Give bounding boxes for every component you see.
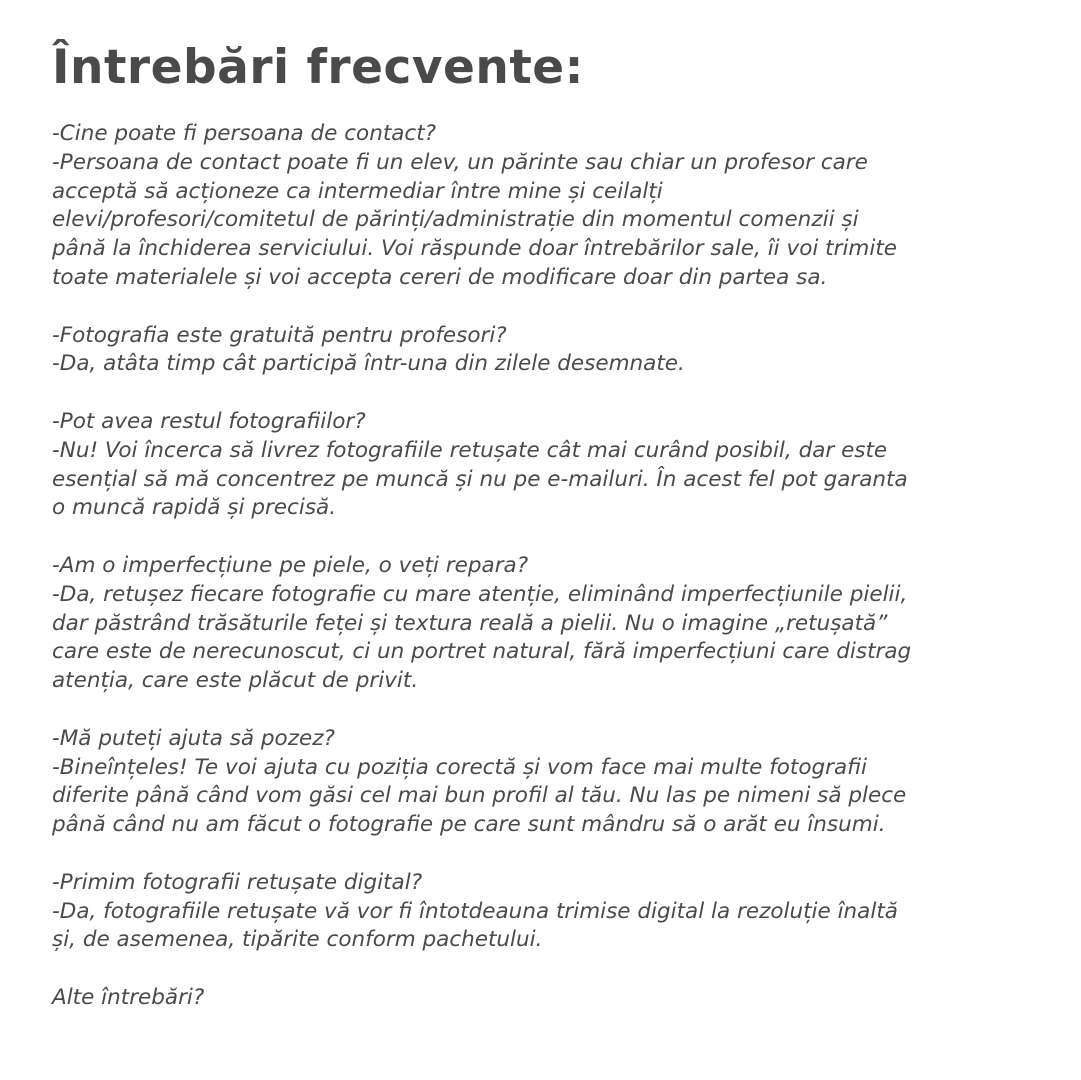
faq-answer-line: toate materialele și voi accepta cereri de modificare doar din partea sa. [52, 264, 828, 290]
faq-item-remaining-photos [52, 408, 1032, 523]
faq-answer-line: acceptă să acționeze ca intermediar între mine și ceilalți [52, 178, 663, 204]
faq-item-posing-help [52, 725, 1032, 840]
page-title: Întrebări frecvente: [52, 40, 584, 95]
faq-answer-line: diferite până când vom găsi cel mai bun profil al tău. Nu las pe nimeni să plece [52, 783, 907, 809]
faq-question: -Fotografia este gratuită pentru profesori? [52, 322, 507, 348]
faq-item-contact-person [52, 120, 1032, 293]
faq-answer-line: care este de nerecunoscut, ci un portret natural, fără imperfecțiuni care distrag [52, 639, 912, 665]
faq-question: -Mă puteți ajuta să pozez? [52, 725, 335, 751]
faq-answer-line: atenția, care este plăcut de privit. [52, 668, 419, 694]
faq-item-teacher-photo [52, 322, 1032, 380]
faq-answer-line: până la închiderea serviciului. Voi răspunde doar întrebărilor sale, îi voi trimite [52, 236, 897, 262]
faq-answer-line: elevi/profesori/comitetul de părinți/administrație din momentul comenzii și [52, 207, 859, 233]
faq-answer-line: esențial să mă concentrez pe muncă și nu pe e-mailuri. În acest fel pot garanta [52, 466, 908, 492]
faq-answer-line: -Bineînțeles! Te voi ajuta cu poziția corectă și vom face mai multe fotografii [52, 754, 868, 780]
faq-question: -Primim fotografii retușate digital? [52, 869, 423, 895]
faq-question: -Am o imperfecțiune pe piele, o veți repara? [52, 552, 529, 578]
closing-line: Alte întrebări? [52, 984, 205, 1010]
faq-answer-line: dar păstrând trăsăturile feței și textura reală a pielii. Nu o imagine „retușată” [52, 610, 888, 636]
faq-answer-line: -Nu! Voi încerca să livrez fotografiile retușate cât mai curând posibil, dar este [52, 437, 888, 463]
faq-answer-line: o muncă rapidă și precisă. [52, 495, 337, 521]
faq-answer-line: -Da, atâta timp cât participă într-una din zilele desemnate. [52, 351, 685, 377]
faq-answer-line: -Da, retușez fiecare fotografie cu mare atenție, eliminând imperfecțiunile pielii, [52, 581, 908, 607]
faq-item-digital-photos [52, 869, 1032, 955]
faq-answer-line: și, de asemenea, tipărite conform pachetului. [52, 927, 543, 953]
faq-question: -Pot avea restul fotografiilor? [52, 408, 366, 434]
faq-item-skin-imperfection [52, 552, 1032, 696]
faq-question: -Cine poate fi persoana de contact? [52, 121, 437, 146]
faq-answer-line: -Da, fotografiile retușate vă vor fi întotdeauna trimise digital la rezoluție înaltă [52, 898, 898, 924]
faq-answer-line: până când nu am făcut o fotografie pe care sunt mândru să o arăt eu însumi. [52, 812, 886, 838]
faq-answer-line: -Persoana de contact poate fi un elev, un părinte sau chiar un profesor care [52, 149, 868, 175]
faq-page [52, 40, 1032, 1013]
